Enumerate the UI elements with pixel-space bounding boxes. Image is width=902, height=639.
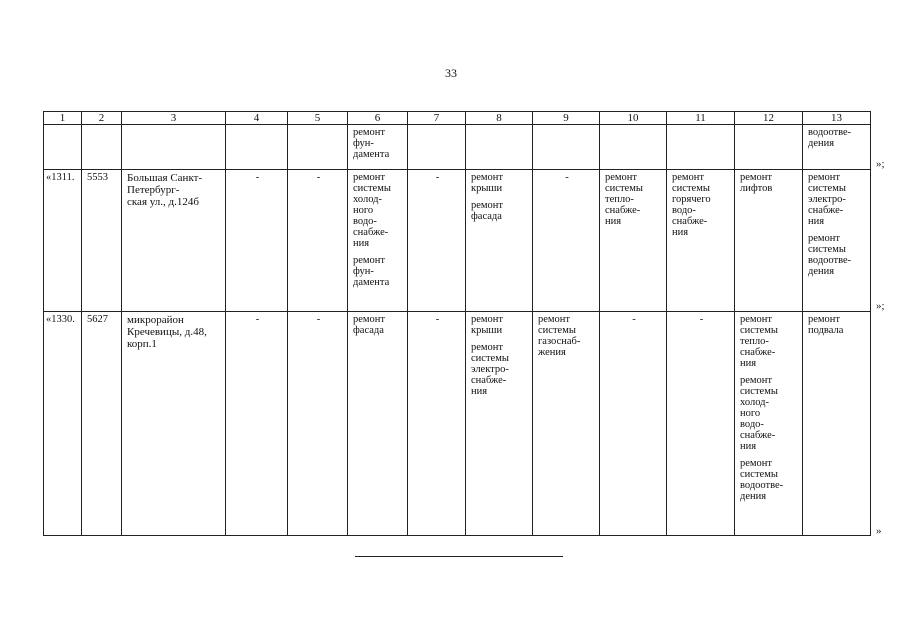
table-cell: -	[600, 312, 667, 536]
row-1330	[44, 312, 871, 536]
table-cell	[44, 125, 82, 170]
table-cell	[408, 125, 466, 170]
table-cell	[82, 125, 122, 170]
table-cell	[348, 125, 408, 170]
work-item: ремонт системы холод- ного водо- снабже- ния	[353, 172, 391, 249]
header-cell: 5	[288, 112, 348, 125]
row-1311	[44, 170, 871, 312]
header-cell: 12	[735, 112, 803, 125]
table-cell	[735, 125, 803, 170]
address-cell	[122, 312, 226, 536]
repair-schedule-table	[43, 111, 871, 536]
table-cell	[803, 312, 871, 536]
table-cell: -	[288, 170, 348, 312]
work-item: ремонт фун- дамента	[353, 127, 390, 160]
header-cell: 7	[408, 112, 466, 125]
table-cell	[466, 170, 533, 312]
work-item: ремонт системы водоотве- дения	[808, 233, 852, 277]
work-item: ремонт крыши	[471, 314, 504, 336]
table-cell	[600, 125, 667, 170]
header-cell: 11	[667, 112, 735, 125]
table-cell	[348, 170, 408, 312]
table-cell	[667, 170, 735, 312]
table-cell	[466, 312, 533, 536]
header-cell: 13	[803, 112, 871, 125]
table-cell	[803, 125, 871, 170]
page-number: 33	[445, 66, 457, 80]
table-cell: -	[288, 312, 348, 536]
work-item: ремонт системы электро- снабже- ния	[471, 342, 509, 397]
table-cell: -	[408, 170, 466, 312]
work-item: ремонт фасада	[471, 200, 504, 222]
work-item: ремонт подвала	[808, 314, 844, 336]
header-cell: 10	[600, 112, 667, 125]
closing-quote-mark: »;	[876, 158, 885, 170]
table-cell: -	[408, 312, 466, 536]
work-item: ремонт фун- дамента	[353, 255, 390, 288]
table-cell	[348, 312, 408, 536]
table-cell: -	[226, 312, 288, 536]
table-cell: -	[226, 170, 288, 312]
table-cell: -	[533, 170, 600, 312]
work-item: ремонт системы тепло- снабже- ния	[740, 314, 778, 369]
work-item: ремонт крыши	[471, 172, 504, 194]
building-code: 5553	[82, 170, 122, 312]
table-cell	[288, 125, 348, 170]
address: Большая Санкт- Петербург- ская ул., д.124б	[127, 172, 203, 208]
work-item: ремонт лифтов	[740, 172, 773, 194]
header-cell: 3	[122, 112, 226, 125]
table-cell	[226, 125, 288, 170]
work-item: ремонт системы водоотве- дения	[740, 458, 784, 502]
table-cell	[667, 125, 735, 170]
closing-quote-mark: »;	[876, 300, 885, 312]
table-cell	[600, 170, 667, 312]
header-row	[44, 112, 871, 125]
table-cell	[735, 312, 803, 536]
header-cell: 4	[226, 112, 288, 125]
header-cell: 9	[533, 112, 600, 125]
row-number: «1311.	[44, 170, 82, 312]
header-cell: 6	[348, 112, 408, 125]
header-cell: 2	[82, 112, 122, 125]
row-number: «1330.	[44, 312, 82, 536]
footer-rule	[355, 556, 563, 557]
table-cell	[803, 170, 871, 312]
table-cell	[466, 125, 533, 170]
continuation-row	[44, 125, 871, 170]
address-cell	[122, 170, 226, 312]
table-cell	[533, 125, 600, 170]
header-cell: 8	[466, 112, 533, 125]
address: микрорайон Кречевицы, д.48, корп.1	[127, 314, 207, 350]
table-cell	[122, 125, 226, 170]
work-item: ремонт фасада	[353, 314, 386, 336]
work-item: ремонт системы электро- снабже- ния	[808, 172, 846, 227]
table-cell	[735, 170, 803, 312]
table-cell: -	[667, 312, 735, 536]
work-item: ремонт системы холод- ного водо- снабже- ния	[740, 375, 778, 452]
building-code: 5627	[82, 312, 122, 536]
work-item: водоотве- дения	[808, 127, 852, 149]
work-item: ремонт системы тепло- снабже- ния	[605, 172, 643, 227]
work-item: ремонт системы горячего водо- снабже- ния	[672, 172, 711, 238]
work-item: ремонт системы газоснаб- жения	[538, 314, 581, 358]
header-cell: 1	[44, 112, 82, 125]
table-cell	[533, 312, 600, 536]
closing-quote-mark: »	[876, 525, 882, 537]
